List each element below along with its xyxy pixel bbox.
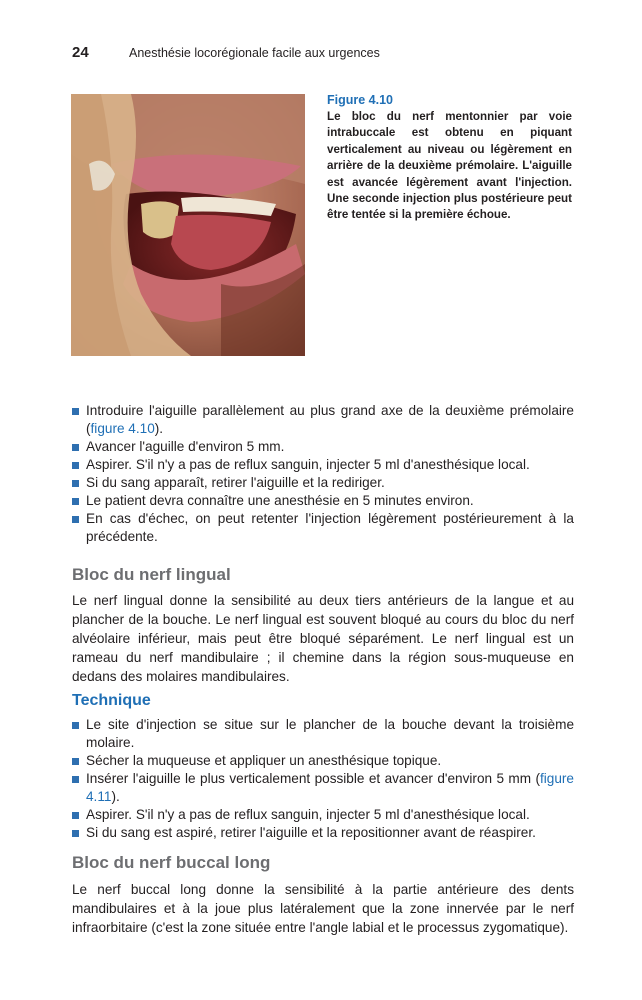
list-item: En cas d'échec, on peut retenter l'injection légèrement postérieurement à la précédente. bbox=[72, 510, 574, 546]
technique-steps-list bbox=[72, 716, 574, 842]
bullet-square-icon bbox=[72, 408, 79, 415]
page-number: 24 bbox=[72, 44, 89, 61]
paragraph-buccal: Le nerf buccal long donne la sensibilité à la partie antérieure des dents mandibulaires et à la joue plus latéralement que la zone innervée par le nerf infraorbitaire (c'est la zone située entre l'angle labial et le processus zygomatique). bbox=[72, 882, 574, 935]
list-item: Sécher la muqueuse et appliquer un anesthésique topique. bbox=[72, 752, 574, 770]
bullet-square-icon bbox=[72, 758, 79, 765]
figure-caption bbox=[327, 93, 572, 224]
figure-reference-link[interactable]: figure 4.11 bbox=[86, 771, 574, 804]
figure-reference-link[interactable]: figure 4.10 bbox=[90, 421, 155, 436]
figure-label: Figure 4.10 bbox=[327, 93, 393, 107]
bullet-square-icon bbox=[72, 516, 79, 523]
list-item: Aspirer. S'il n'y a pas de reflux sanguin, injecter 5 ml d'anesthésique local. bbox=[72, 806, 574, 824]
bullet-square-icon bbox=[72, 444, 79, 451]
bullet-square-icon bbox=[72, 462, 79, 469]
paragraph-lingual: Le nerf lingual donne la sensibilité au deux tiers antérieurs de la langue et au plancher de la bouche. Le nerf lingual est souvent bloqué au cours du bloc du nerf alvéolaire inférieur, mais peut être bloqué séparément. Le nerf lingual est un rameau du nerf mandibulaire ; il chemine dans la région sous-muqueuse en dedans des molaires mandibulaires. bbox=[72, 593, 574, 684]
figure-photo bbox=[71, 94, 305, 356]
list-item: Aspirer. S'il n'y a pas de reflux sanguin, injecter 5 ml d'anesthésique local. bbox=[72, 456, 574, 474]
bullet-square-icon bbox=[72, 498, 79, 505]
list-item: Si du sang apparaît, retirer l'aiguille et la rediriger. bbox=[72, 474, 574, 492]
list-item: Avancer l'aguille d'environ 5 mm. bbox=[72, 438, 574, 456]
list-item: Le patient devra connaître une anesthésie en 5 minutes environ. bbox=[72, 492, 574, 510]
running-title: Anesthésie locorégionale facile aux urgences bbox=[129, 46, 380, 60]
section-heading-buccal: Bloc du nerf buccal long bbox=[72, 853, 271, 872]
list-item: Introduire l'aiguille parallèlement au plus grand axe de la deuxième prémolaire (figure 4.10). bbox=[72, 402, 574, 438]
bullet-square-icon bbox=[72, 830, 79, 837]
bullet-square-icon bbox=[72, 722, 79, 729]
steps-list bbox=[72, 402, 574, 546]
section-heading-lingual: Bloc du nerf lingual bbox=[72, 565, 231, 584]
list-item: Le site d'injection se situe sur le plancher de la bouche devant la troisième molaire. bbox=[72, 716, 574, 752]
subheading-technique: Technique bbox=[72, 692, 151, 709]
list-item: Si du sang est aspiré, retirer l'aiguille et la repositionner avant de réaspirer. bbox=[72, 824, 574, 842]
list-item: Insérer l'aiguille le plus verticalement possible et avancer d'environ 5 mm (figure 4.11). bbox=[72, 770, 574, 806]
bullet-square-icon bbox=[72, 776, 79, 783]
bullet-square-icon bbox=[72, 812, 79, 819]
bullet-square-icon bbox=[72, 480, 79, 487]
figure-caption-text: Le bloc du nerf mentonnier par voie intrabuccale est obtenu en piquant verticalement au niveau ou légèrement en arrière de la deuxième prémolaire. L'aiguille est avancée légèrement avant l'injection. Une seconde injection plus postérieure peut être tentée si la première échoue. bbox=[327, 110, 572, 222]
